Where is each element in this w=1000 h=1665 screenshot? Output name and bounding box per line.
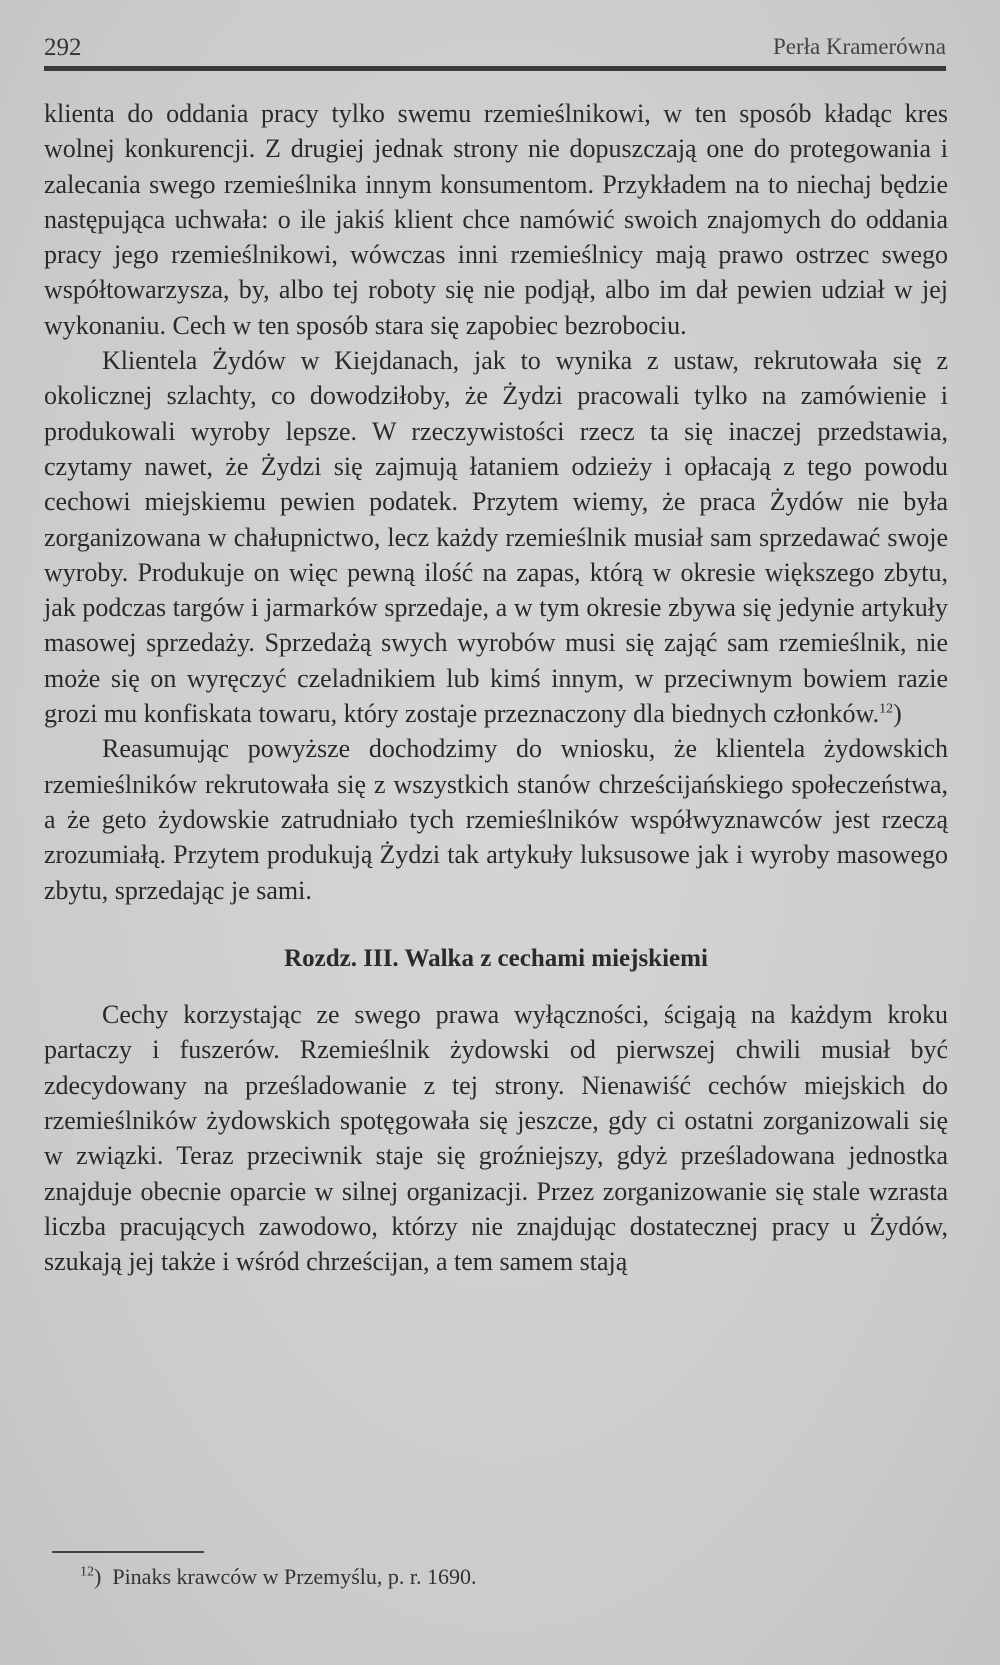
paragraph-reasumujac: Reasumując powyższe dochodzimy do wniosku, że klientela żydowskich rzemieślników rekrutowała się z wszystkich stanów chrześcijańskiego społeczeństwa, a że geto żydowskie zatrudniało tych rzemieślników współwyznawców jest rzeczą zrozumiałą. Przytem produkują Żydzi tak artykuły luksusowe jak i wyroby masowego zbytu, sprzedając je sami. [44,734,948,905]
chapter-heading: Rozdz. III. Walka z cechami miejskiemi [284,944,708,972]
paragraph-continued: klienta do oddania pracy tylko swemu rzemieślnikowi, w ten sposób kładąc kres wolnej konkurencji. Z drugiej jednak strony nie dopuszczają one do protegowania i zalecania swego rzemieślnika innym konsumentom. Przykładem na to niechaj będzie następująca uchwała: o ile jakiś klient chce namówić swoich znajomych do oddania pracy jego rzemieślnikowi, wówczas inni rzemieślnicy mają prawo ostrzec swego współtowarzysza, by, albo tej roboty się nie podjął, albo im dał pewien udział w jej wykonaniu. Cech w ten sposób stara się zapobiec bezrobociu. [44,99,948,340]
paragraph-chapter-start: Cechy korzystając ze swego prawa wyłączności, ścigają na każdym kroku partaczy i fuszerów. Rzemieślnik żydowski od pierwszej chwili musiał być zdecydowany na prześladowanie z tej strony. Nienawiść cechów miejskich do rzemieślników żydowskich spotęgowała się jeszcze, gdy ci ostatni zorganizowali się w związki. Teraz przeciwnik staje się groźniejszy, gdyż prześladowana jednostka znajduje obecnie oparcie w silnej organizacji. Przez zorganizowanie się stale wzrasta liczba pracujących zawodowo, którzy nie znajdując dostatecznej pracy u Żydów, szukają jej także i wśród chrześcijan, a tem samem stają [44,1000,948,1277]
header-rule [44,66,946,71]
paragraph-klientela [44,343,948,731]
footnote-text: Pinaks krawców w Przemyślu, p. r. 1690. [112,1564,477,1589]
footnote-reference: 12 [879,701,894,717]
footnote-reference-paren: ) [893,699,902,729]
page-number: 292 [44,34,82,61]
footnote-number-paren: ) [94,1564,102,1589]
footnote-number: 12 [80,1564,94,1580]
running-head: Perła Kramerówna [772,34,946,59]
paragraph-text: Klientela Żydów w Kiejdanach, jak to wynika z ustaw, rekrutowała się z okolicznej szlachty, co dowodziłoby, że Żydzi pracowali tylko na zamówienie i produkowali wyroby lepsze. W rzeczywistości rzecz ta się inaczej przedstawia, czytamy nawet, że Żydzi się zajmują łataniem odzieży i opłacają z tego powodu cechowi miejskiemu pewien podatek. Przytem wiemy, że praca Żydów nie była zorganizowana w chałupnictwo, lecz każdy rzemieślnik musiał sam sprzedawać swoje wyroby. Produkuje on więc pewną ilość na zapas, którą w okresie większego zbytu, jak podczas targów i jarmarków sprzedaje, a w tym okresie zbywa się jedynie artykuły masowej sprzedaży. Sprzedażą swych wyrobów musi się zająć sam rzemieślnik, nie może się on wyręczyć czeladnikiem lub kimś innym, w przeciwnym bowiem razie grozi mu konfiskata towaru, który zostaje przeznaczony dla biednych członków. [44,346,948,729]
page-header [44,30,946,70]
footnote [80,1564,477,1590]
body-text [44,96,948,1280]
footnote-rule [52,1551,204,1553]
